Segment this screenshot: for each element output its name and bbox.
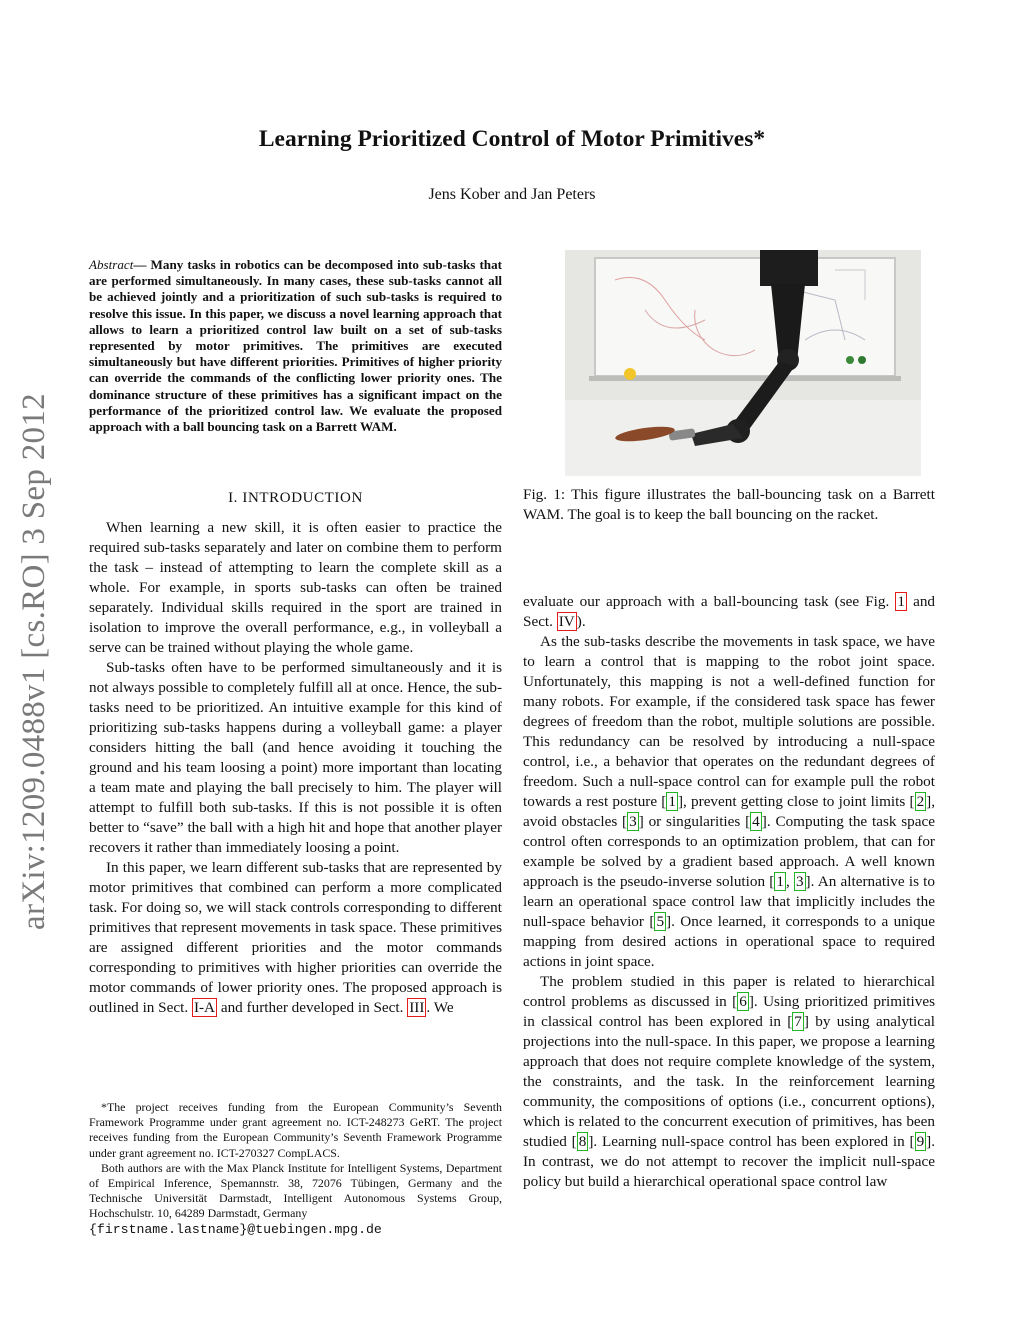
- figure-caption: Fig. 1: This figure illustrates the ball-bouncing task on a Barrett WAM. The goal is to keep the ball bouncing on the racket.: [523, 486, 935, 523]
- citation-link[interactable]: 7: [794, 1013, 802, 1030]
- citation-link[interactable]: 3: [795, 873, 804, 890]
- robot-arm-illustration: [565, 250, 921, 476]
- citation-link[interactable]: 1: [776, 873, 784, 890]
- footnote-funding: *The project receives funding from the European Community’s Seventh Framework Programme under grant agreement no. ICT-248273 GeRT. The project receives funding from the European Community’s Seventh Framework Programme under grant agreement no. ICT-270327 CompLACS.: [89, 1100, 502, 1160]
- footnote-email: {firstname.lastname}@tuebingen.mpg.de: [89, 1221, 382, 1237]
- paragraph: As the sub-tasks describe the movements in task space, we have to learn a control that is mapping to the robot joint space. Unfortunately, this mapping is not a well-defined function for many robots. For example, if the considered task space has fewer degrees of freedom than the robot, multiple solutions are possible. This redundancy can be resolved by introducing a null-space control, i.e., a behavior that operates on the redundant degrees of freedom. Such a null-space control can for example pull the robot towards a rest posture [ 1 ], prevent getting close to joint limits [ 2 ], avoid obstacles [ 3 ] or singularities [ 4 ]. Computing the task space control often corresponds to an optimization problem, that can for example be solved by a gradient based approach. A well known approach is the pseudo-inverse solution [ 1 , 3 ]. An alternative is to learn an operational space control law that implicitly includes the null-space behavior [ 5 ]. Once learned, it corresponds to a unique mapping from desired actions in operational space to required actions in joint space.: [523, 633, 936, 970]
- paragraph: In this paper, we learn different sub-tasks that are represented by motor primitives that combined can perform a more complicated task. For doing so, we will stack controls corresponding to different primitives that represent movements in task space. These primitives are assigned different priorities and the motor commands corresponding to primitives with higher priorities can override the motor commands of lower priority ones. The proposed approach is outlined in Sect. I-A and further developed in Sect. III . We: [89, 859, 502, 1016]
- arxiv-stamp: arXiv:1209.0488v1 [cs.RO] 3 Sep 2012: [16, 393, 52, 930]
- introduction-text: [89, 518, 502, 1018]
- abstract: Abstract— Many tasks in robotics can be decomposed into sub-tasks that are performed simultaneously. In many cases, these sub-tasks cannot all be achieved jointly and a prioritization of such sub-tasks is required to resolve this issue. In this paper, we discuss a novel learning approach that allows to learn a prioritized control law built on a set of sub-tasks represented by motor primitives. The primitives are executed simultaneously but have different priorities. Primitives of higher priority can override the commands of the conflicting lower priority ones. The dominance structure of these primitives has a significant impact on the performance of the prioritized control law. We evaluate the proposed approach with a ball bouncing task on a Barrett WAM.: [89, 257, 502, 435]
- citation-link[interactable]: 5: [656, 913, 665, 930]
- citation-link[interactable]: 6: [739, 993, 747, 1010]
- paragraph: evaluate our approach with a ball-bouncing task (see Fig. 1 and Sect. IV ).: [523, 593, 936, 630]
- abstract-text: Many tasks in robotics can be decomposed into sub-tasks that are performed simultaneously. In many cases, these sub-tasks cannot all be achieved jointly and a prioritization of such sub-tasks is required to resolve this issue. In this paper, we discuss a novel learning approach that allows to learn a prioritized control law built on a set of sub-tasks represented by motor primitives. The primitives are executed simultaneously but have different priorities. Primitives of higher priority can override the commands of the conflicting lower priority ones. The dominance structure of these primitives has a significant impact on the performance of the prioritized control law. We evaluate the proposed approach with a ball bouncing task on a Barrett WAM.: [89, 257, 502, 435]
- citation-link[interactable]: 2: [916, 793, 925, 810]
- section-link[interactable]: IV: [558, 613, 575, 630]
- paragraph: When learning a new skill, it is often easier to practice the required sub-tasks separately and later on combine them to perform the task – instead of attempting to learn the complete skill as a whole. For example, in sports sub-tasks can often be trained separately. Individual skills required in the sport are trained in isolation to improve the overall performance, e.g., in volleyball a serve can be trained without playing the whole game.: [89, 519, 502, 656]
- section-heading-introduction: I. INTRODUCTION: [228, 490, 363, 506]
- citation-link[interactable]: 8: [578, 1133, 587, 1150]
- citation-link[interactable]: 4: [752, 813, 760, 830]
- abstract-label: Abstract: [89, 257, 134, 272]
- paragraph: The problem studied in this paper is related to hierarchical control problems as discussed in [ 6 ]. Using prioritized primitives in classical control has been explored in [ 7 ] by using analytical projections into the null-space. In this paper, we propose a learning approach that does not require complete knowledge of the system, the constraints, and the task. In the reinforcement learning community, the compositions of options (i.e., concurrent options), which is related to the concurrent execution of primitives, has been studied [ 8 ]. Learning null-space control has been explored in [ 9 ]. In contrast, we do not attempt to recover the implicit null-space policy but build a hierarchical operational space control law: [523, 973, 936, 1190]
- citation-link[interactable]: 1: [668, 793, 676, 810]
- paper-authors: Jens Kober and Jan Peters: [428, 186, 596, 203]
- right-column-text: [523, 592, 935, 1192]
- footnote: [89, 1100, 502, 1237]
- figure-link[interactable]: 1: [897, 593, 905, 610]
- footnote-affiliation: Both authors are with the Max Planck Institute for Intelligent Systems, Department of Empirical Inference, Spemannstr. 38, 72076 Tübingen, Germany and the Technische Universität Darmstadt, Intelligent Autonomous Systems Group, Hochschulstr. 10, 64289 Darmstadt, Germany: [89, 1160, 502, 1221]
- citation-link[interactable]: 3: [629, 813, 637, 830]
- section-link[interactable]: III: [409, 999, 425, 1016]
- citation-link[interactable]: 9: [916, 1133, 925, 1150]
- figure-robot-photo: [565, 250, 921, 476]
- section-link[interactable]: I-A: [193, 999, 216, 1016]
- paragraph: Sub-tasks often have to be performed simultaneously and it is not always possible to completely fulfill all at once. Hence, the sub-tasks need to be prioritized. An intuitive example for this kind of prioritizing sub-tasks happens during a volleyball game: a player considers hitting the ball (and hence avoiding it touching the ground and his team loosing a point) more important than locating a team mate and playing the ball precisely to him. The player will attempt to fulfill both sub-tasks. If this is not possible it is often better to “save” the ball with a high hit and hope that another player recovers it rather than immediately loosing a point.: [89, 659, 502, 856]
- paper-title: Learning Prioritized Control of Motor Primitives*: [258, 126, 766, 152]
